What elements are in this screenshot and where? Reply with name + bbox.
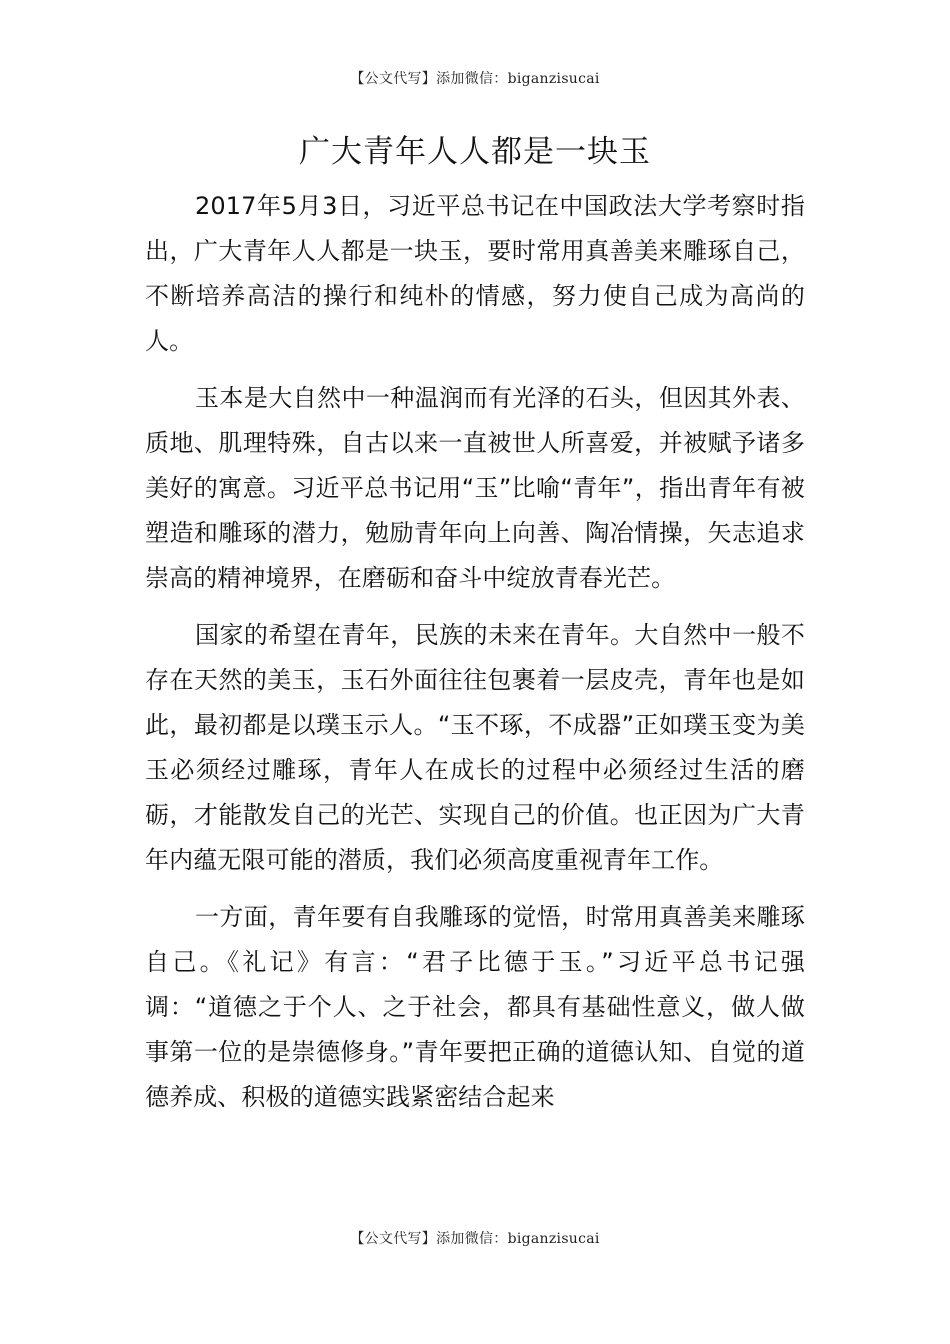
running-header: 【公文代写】添加微信：biganzisucai — [350, 71, 600, 87]
running-footer: 【公文代写】添加微信：biganzisucai — [350, 1231, 600, 1247]
paragraph-2: 玉本是大自然中一种温润而有光泽的石头，但因其外表、质地、肌理特殊，自古以来一直被世人所喜爱，并被赋予诸多美好的寓意。习近平总书记用“玉”比喻“青年”，指出青年有被塑造和雕琢的潜力，勉励青年向上向善、陶冶情操，矢志追求崇高的精神境界，在磨砺和奋斗中绽放青春光芒。 — [145, 384, 805, 592]
document-body — [145, 184, 805, 1132]
paragraph-1: 2017年5月3日，习近平总书记在中国政法大学考察时指出，广大青年人人都是一块玉，要时常用真善美来雕琢自己，不断培养高洁的操行和纯朴的情感，努力使自己成为高尚的人。 — [145, 192, 805, 355]
document-title: 广大青年人人都是一块玉 — [299, 134, 651, 170]
paragraph-3: 国家的希望在青年，民族的未来在青年。大自然中一般不存在天然的美玉，玉石外面往往包裹着一层皮壳，青年也是如此，最初都是以璞玉示人。“玉不琢，不成器”正如璞玉变为美玉必须经过雕琢，青年人在成长的过程中必须经过生活的磨砺，才能散发自己的光芒、实现自己的价值。也正因为广大青年内蕴无限可能的潜质，我们必须高度重视青年工作。 — [145, 621, 805, 874]
paragraph-4: 一方面，青年要有自我雕琢的觉悟，时常用真善美来雕琢自己。《礼记》有言：“君子比德于玉。”习近平总书记强调：“道德之于个人、之于社会，都具有基础性意义，做人做事第一位的是崇德修身。”青年要把正确的道德认知、自觉的道德养成、积极的道德实践紧密结合起来 — [145, 903, 805, 1111]
